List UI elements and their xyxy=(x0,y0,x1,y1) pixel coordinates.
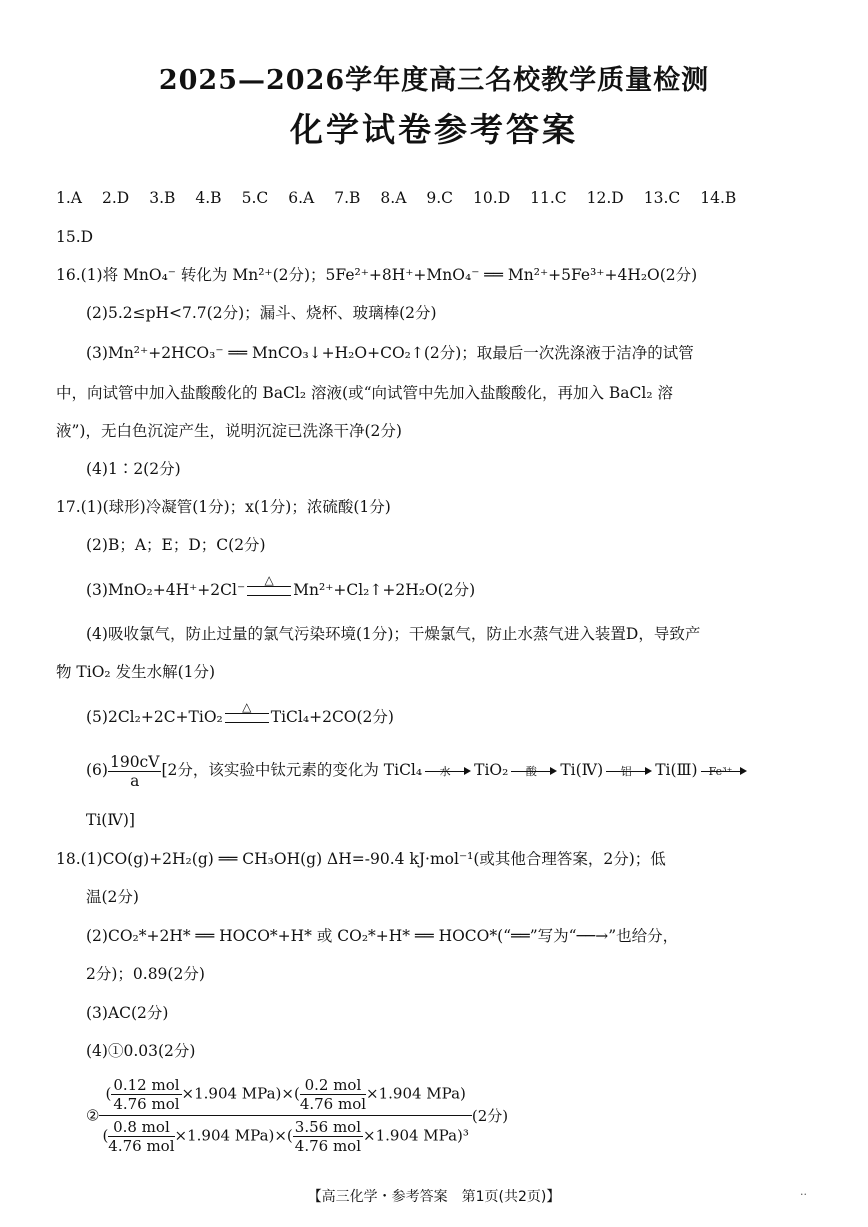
term-tail: ×1.904 MPa)×( xyxy=(181,1084,300,1103)
mole-fraction xyxy=(108,1118,174,1155)
q16-part3-line2: 中，向试管中加入盐酸酸化的 BaCl₂ 溶液(或“向试管中先加入盐酸酸化，再加入 BaCl₂ 溶 xyxy=(56,384,674,402)
arrow-label: 铝 xyxy=(620,765,632,778)
mc-answer: 4.B xyxy=(195,189,222,207)
mc-answer: 12.D xyxy=(586,189,624,207)
q18-part1-line1: 18.(1)CO(g)+2H₂(g) ══ CH₃OH(g) ΔH=-90.4 kJ·mol⁻¹(或其他合理答案，2分)；低 xyxy=(56,850,666,868)
q17-part3-products: Mn²⁺+Cl₂↑+2H₂O(2分) xyxy=(293,581,476,599)
arrow-label: Fe³⁺ xyxy=(708,765,733,778)
mc-answer-15: 15.D xyxy=(56,228,94,246)
mc-answer: 10.D xyxy=(473,189,511,207)
q18-part2-line2: 2分)；0.89(2分) xyxy=(86,965,205,983)
mole-fraction xyxy=(111,1076,181,1113)
fraction-denominator: 4.76 mol xyxy=(108,1137,175,1155)
arrow-label: 水 xyxy=(439,765,451,778)
fraction-denominator: 4.76 mol xyxy=(299,1095,367,1113)
q17-part3 xyxy=(86,573,476,600)
q18-part4: (4)①0.03(2分) xyxy=(86,1042,196,1060)
mc-answers-row xyxy=(56,188,736,208)
term-tail: ×1.904 MPa)×( xyxy=(174,1126,293,1145)
q17-part6-end: Ti(Ⅳ)] xyxy=(86,811,135,829)
q18-part5-score: (2分) xyxy=(471,1107,509,1125)
q17-part5-reactants: (5)2Cl₂+2C+TiO₂ xyxy=(86,708,223,726)
q17-part4-line1: (4)吸收氯气，防止过量的氯气污染环境(1分)；干燥氯气，防止水蒸气进入装置D，导致产 xyxy=(86,625,701,643)
q17-part6-fraction xyxy=(108,753,161,790)
reaction-arrow xyxy=(425,765,471,777)
mc-answer: 11.C xyxy=(530,189,567,207)
equals-sign xyxy=(225,700,269,723)
kp-fraction xyxy=(99,1076,471,1155)
heat-symbol: △ xyxy=(242,700,252,714)
fraction-numerator: 190cV xyxy=(109,752,160,771)
page-footer: 【高三化学・参考答案 第1页(共2页)】 xyxy=(307,1189,561,1205)
kp-denominator: ( $\frac{\text{0.8 mol}}{\text{4.76 mol}}$ ×1.904 MPa)×( $\frac{\text{3.56 mol}}{\text{4.76 mol}}$ ×1.904 MPa)³ xyxy=(102,1118,469,1155)
fraction-numerator: 3.56 mol xyxy=(294,1118,362,1136)
page-subtitle: 化学试卷参考答案 xyxy=(290,110,578,149)
q18-part1-line2: 温(2分) xyxy=(86,888,139,906)
mc-answer: 1.A xyxy=(56,189,82,207)
fraction-numerator: 0.12 mol xyxy=(113,1076,180,1094)
fraction-denominator: a xyxy=(130,771,140,790)
q18-part5-expression xyxy=(86,1076,508,1155)
q18-part2-line1: (2)CO₂*+2H* ══ HOCO*+H* 或 CO₂*+H* ══ HOCO*(“══”写为“──→”也给分， xyxy=(86,927,679,945)
mc-answer: 6.A xyxy=(288,189,315,207)
mc-answer: 7.B xyxy=(334,189,361,207)
mc-answer: 8.A xyxy=(380,189,407,207)
q17-part5 xyxy=(86,700,394,727)
q16-part3-line1: (3)Mn²⁺+2HCO₃⁻ ══ MnCO₃↓+H₂O+CO₂↑(2分)；取最后一次洗涤液于洁净的试管 xyxy=(86,344,694,362)
q17-part2: (2)B；A；E；D；C(2分) xyxy=(86,536,266,554)
q18-part5-label: ② xyxy=(86,1106,100,1125)
fraction-denominator: 4.76 mol xyxy=(113,1095,180,1113)
term-tail: ×1.904 MPa)³ xyxy=(363,1126,469,1145)
q16-part4: (4)1∶2(2分) xyxy=(86,460,181,478)
q17-part4-line2: 物 TiO₂ 发生水解(1分) xyxy=(56,663,216,681)
heat-symbol: △ xyxy=(264,573,274,587)
fraction-numerator: 0.8 mol xyxy=(108,1118,174,1137)
q16-part3-line3: 液”)，无白色沉淀产生，说明沉淀已洗涤干净(2分) xyxy=(56,422,402,440)
q16-part2: (2)5.2≤pH<7.7(2分)；漏斗、烧杯、玻璃棒(2分) xyxy=(86,304,437,322)
reaction-arrow xyxy=(606,765,652,777)
arrow-label: 酸 xyxy=(525,765,537,778)
mc-answer: 2.D xyxy=(101,189,130,207)
mc-answer: 14.B xyxy=(700,189,737,207)
q17-part5-products: TiCl₄+2CO(2分) xyxy=(270,708,394,726)
corner-mark: ·· xyxy=(800,1188,807,1201)
mole-fraction xyxy=(293,1118,363,1155)
mc-answer: 5.C xyxy=(241,189,269,207)
reaction-arrow xyxy=(701,765,747,777)
q17-part6-text: [2分，该实验中钛元素的变化为 TiCl₄ xyxy=(161,761,423,779)
page-title: 2025—2026学年度高三名校教学质量检测 xyxy=(158,65,710,96)
species: Ti(Ⅳ) xyxy=(560,761,604,779)
mc-answer: 3.B xyxy=(149,189,176,207)
q17-part3-reactants: (3)MnO₂+4H⁺+2Cl⁻ xyxy=(86,581,246,599)
mc-answer: 13.C xyxy=(643,189,681,207)
equals-sign xyxy=(247,573,291,596)
mc-answer: 9.C xyxy=(426,189,454,207)
kp-numerator: ( $\frac{\text{0.12 mol}}{\text{4.76 mol}}$ ×1.904 MPa)×( $\frac{\text{0.2 mol}}{\text{4.76 mol}}$ ×1.904 MPa) xyxy=(99,1076,471,1116)
q18-part3: (3)AC(2分) xyxy=(86,1004,169,1022)
term-tail: ×1.904 MPa) xyxy=(366,1084,466,1103)
reaction-arrow xyxy=(511,765,557,777)
fraction-denominator: 4.76 mol xyxy=(294,1137,362,1155)
species: Ti(Ⅲ) xyxy=(655,761,698,779)
mole-fraction xyxy=(300,1076,366,1113)
fraction-numerator: 0.2 mol xyxy=(300,1076,366,1095)
q17-part6 xyxy=(86,750,750,790)
q16-part1: 16.(1)将 MnO₄⁻ 转化为 Mn²⁺(2分)；5Fe²⁺+8H⁺+MnO₄⁻ ══ Mn²⁺+5Fe³⁺+4H₂O(2分) xyxy=(56,266,698,284)
species: TiO₂ xyxy=(474,761,509,779)
q17-part6-label: (6) xyxy=(86,761,108,779)
q17-part1: 17.(1)(球形)冷凝管(1分)；x(1分)；浓硫酸(1分) xyxy=(56,498,391,516)
